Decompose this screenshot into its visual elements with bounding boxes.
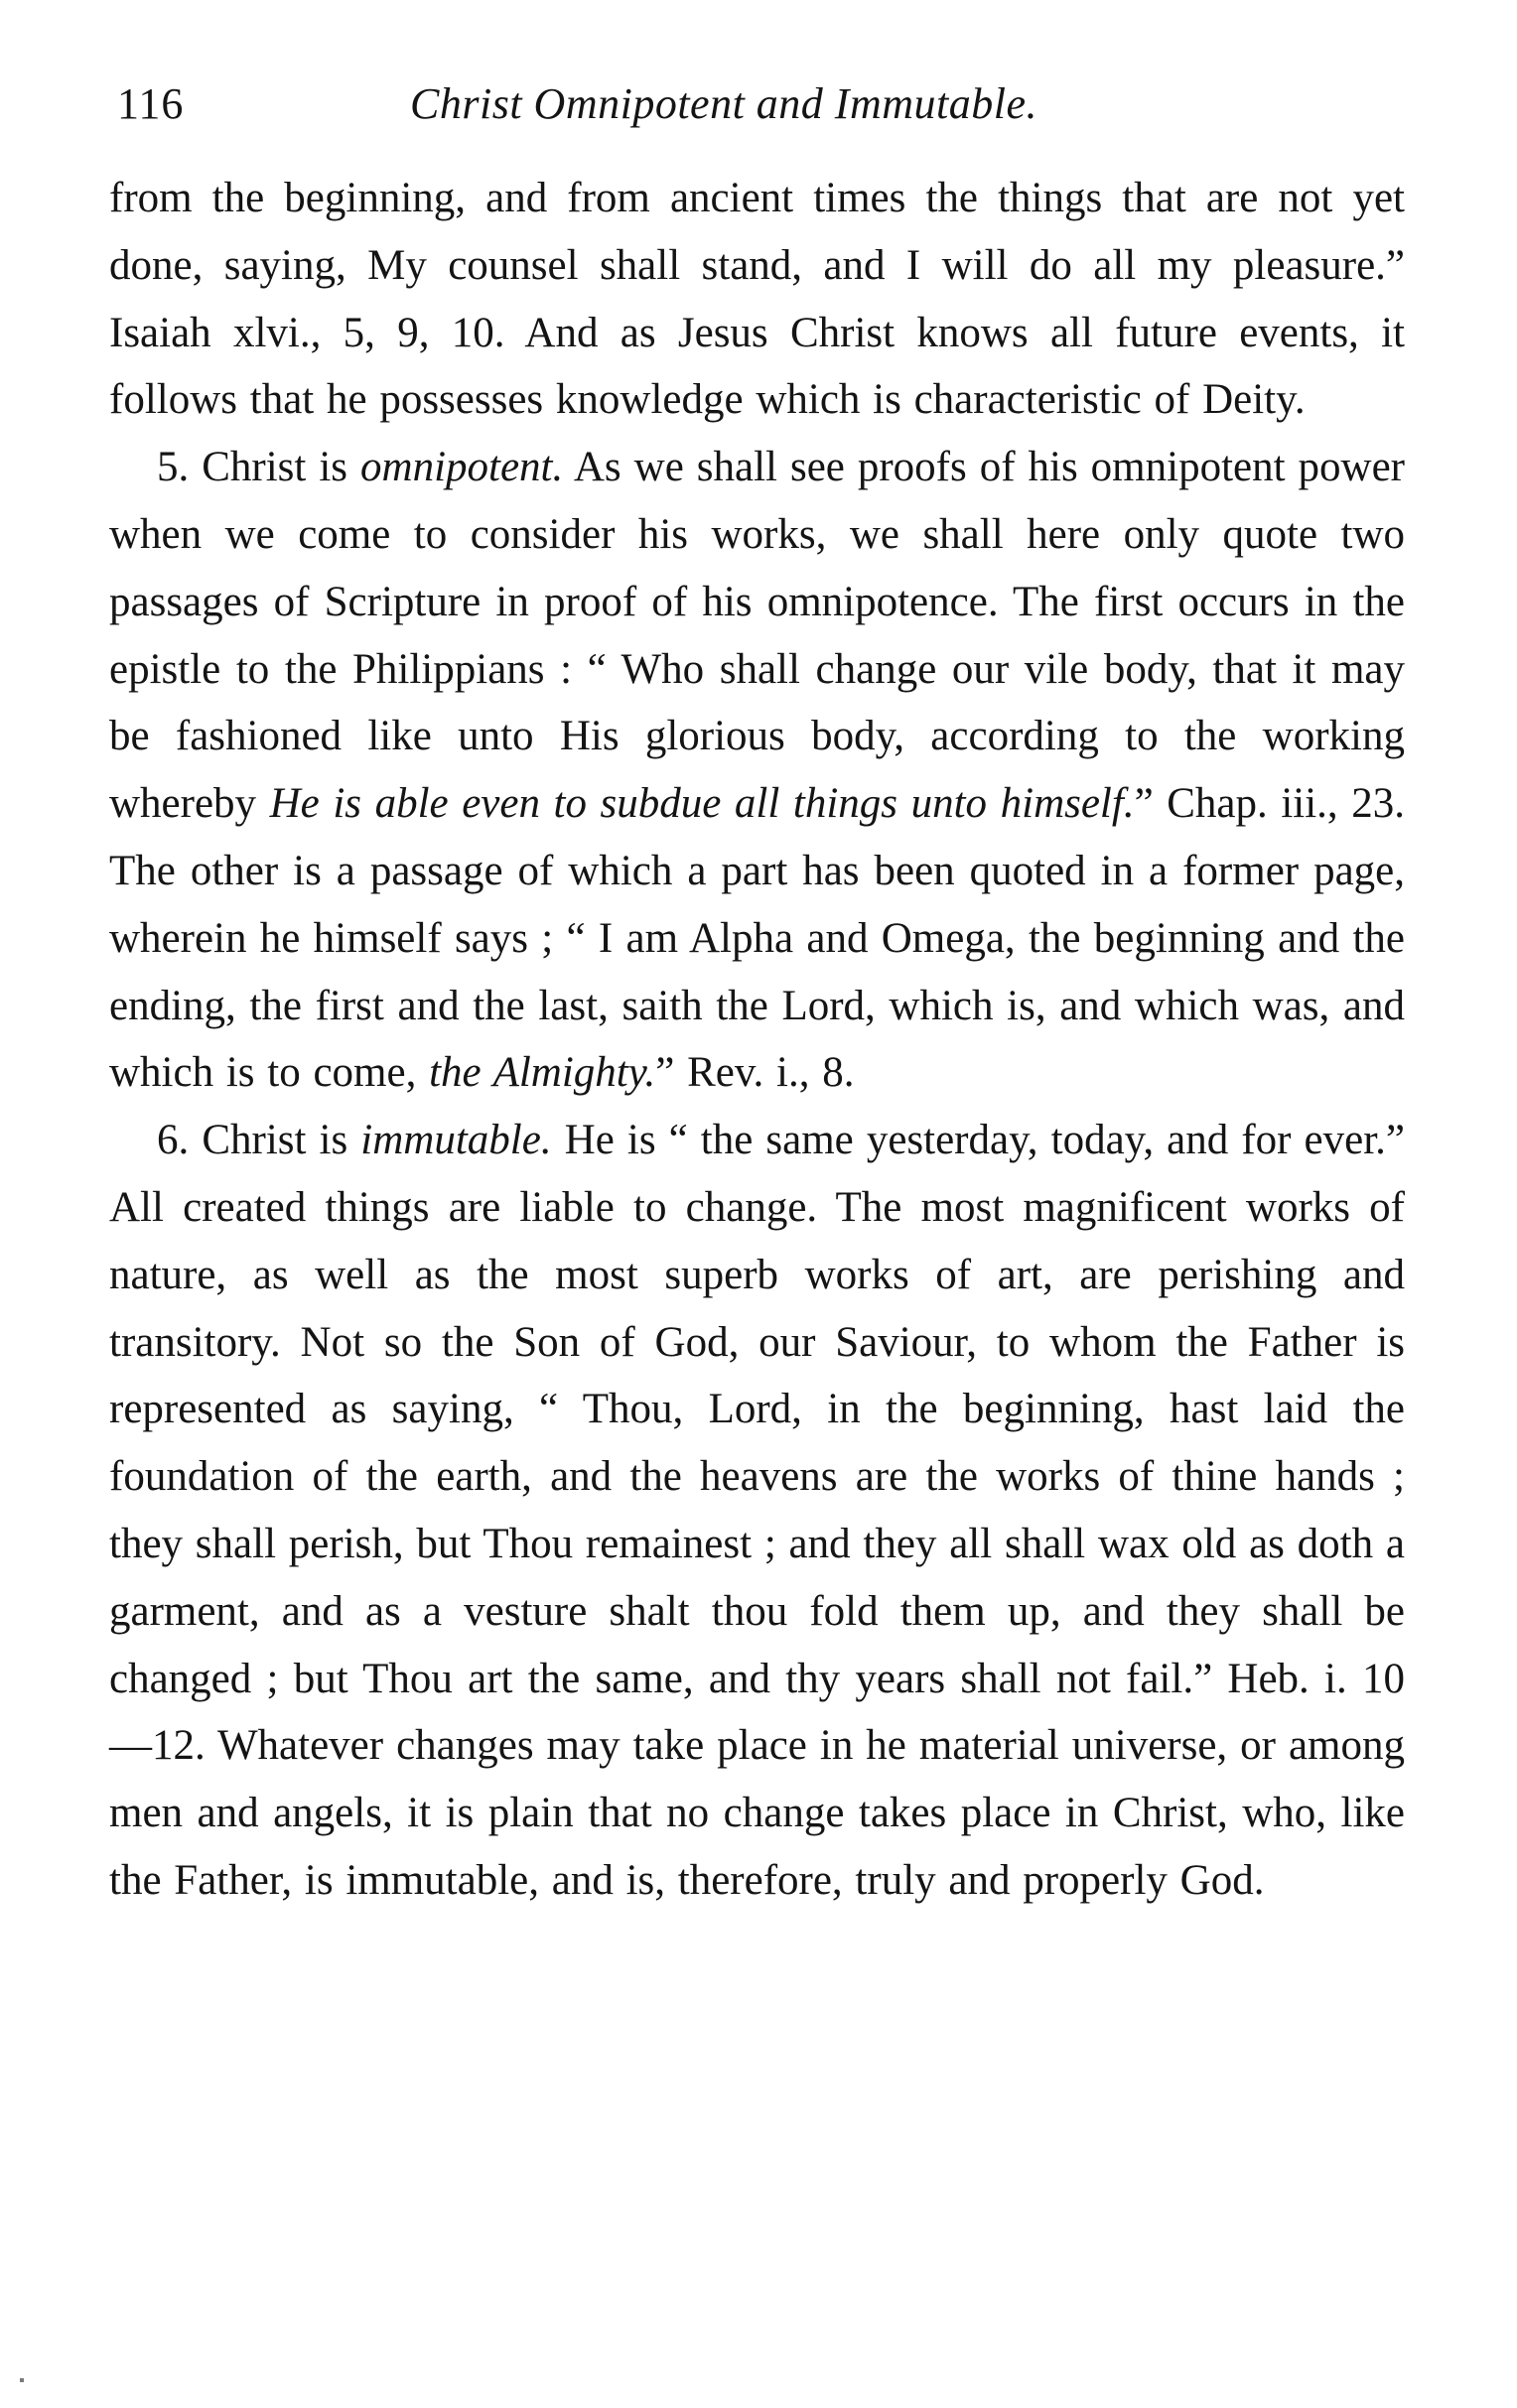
emphasis-immutable: immutable. bbox=[360, 1117, 552, 1164]
page-number: 116 bbox=[117, 79, 185, 128]
emphasis-quotation: He is able even to subdue all things unto himself. bbox=[269, 780, 1135, 828]
paragraph-text: As we shall see proofs of his omnipotent power when we come to consider his works, we shall here only quote two passages of Scripture in proof of his omnipotence. The first occurs in the epistle to the Philippians : “ Who shall change our vile body, that it may be fashioned like unto His glorious body, according to the working whereby bbox=[109, 444, 1405, 828]
paragraph-lead: 5. Christ is bbox=[157, 444, 361, 491]
paragraph-immutable bbox=[109, 1107, 1405, 1915]
running-title: Christ Omnipotent and Immutable. bbox=[410, 79, 1037, 128]
paragraph-text: from the beginning, and from ancient times the things that are not yet done, saying, My counsel shall stand, and I will do all my pleasure.” Isaiah xlvi., 5, 9, 10. And as Jesus Christ knows all future events, it follows that he possesses knowledge which is characteristic of Deity. bbox=[109, 175, 1405, 424]
paragraph-omnipotent bbox=[109, 434, 1405, 1107]
paragraph-text: He is “ the same yesterday, today, and for ever.” All created things are liable to change. The most magnificent works of nature, as well as the most superb works of art, are perishing and transitory. Not so the Son of God, our Saviour, to whom the Father is represented as saying, “ Thou, Lord, in the beginning, hast laid the foundation of the earth, and the heavens are the works of thine hands ; they shall perish, but Thou remainest ; and they all shall wax old as doth a garment, and as a vesture shalt thou fold them up, and they shall be changed ; but Thou art the same, and thy years shall not fail.” Heb. i. 10—12. Whatever changes may take place in he material universe, or among men and angels, it is plain that no change takes place in Christ, who, like the Father, is immutable, and is, therefore, truly and properly God. bbox=[109, 1117, 1406, 1904]
scan-speck bbox=[20, 2378, 24, 2382]
paragraph-foreknowledge bbox=[109, 165, 1405, 434]
running-head bbox=[117, 69, 1403, 139]
paragraph-text: ” Rev. i., 8. bbox=[655, 1049, 855, 1097]
body-text bbox=[109, 165, 1405, 1915]
emphasis-omnipotent: omnipotent. bbox=[360, 444, 564, 491]
paragraph-lead: 6. Christ is bbox=[157, 1117, 361, 1164]
paragraph-text: ” Chap. iii., 23. The other is a passage of which a part has been quoted in a former page, wherein he himself says ; “ I am Alpha and Omega, the beginning and the ending, the first and the last, saith the Lord, which is, and which was, and which is to come, bbox=[109, 780, 1406, 1097]
emphasis-almighty: the Almighty. bbox=[429, 1049, 656, 1097]
